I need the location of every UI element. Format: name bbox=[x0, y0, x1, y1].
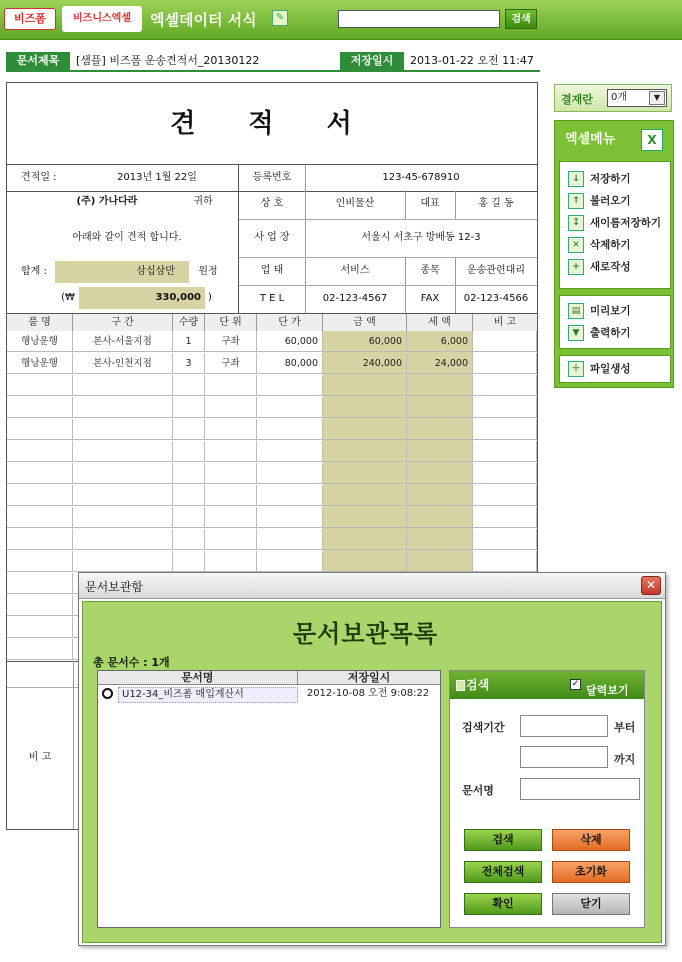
table-cell[interactable] bbox=[473, 375, 537, 396]
table-cell[interactable] bbox=[7, 375, 73, 396]
table-row[interactable] bbox=[7, 353, 537, 374]
dialog-title: 문서보관함 bbox=[85, 580, 143, 594]
docname-input[interactable] bbox=[520, 778, 640, 800]
table-row[interactable] bbox=[7, 485, 537, 506]
approval-label: 결재란 bbox=[561, 93, 593, 106]
col-header-route: 구 간 bbox=[73, 314, 173, 331]
menu-group-file bbox=[559, 161, 671, 289]
approval-selected: 0개 bbox=[611, 92, 628, 103]
list-header-date[interactable]: 저장일시 bbox=[298, 671, 440, 685]
top-bar bbox=[0, 0, 682, 40]
col-header-unit: 단 위 bbox=[205, 314, 257, 331]
search-button[interactable]: 검색 bbox=[505, 9, 537, 29]
category-label: 종목 bbox=[420, 265, 440, 276]
period-to-input[interactable] bbox=[520, 746, 608, 768]
table-cell[interactable] bbox=[407, 485, 473, 506]
save-icon: ↓ bbox=[568, 171, 584, 187]
table-cell[interactable] bbox=[7, 617, 73, 638]
estimate-date-label: 견적일 : bbox=[21, 172, 57, 183]
table-row[interactable] bbox=[7, 419, 537, 440]
menu-load[interactable]: ↑ 불러오기 bbox=[560, 190, 670, 212]
search-panel-header bbox=[450, 671, 644, 699]
table-cell[interactable] bbox=[173, 551, 205, 572]
table-cell[interactable]: 본사-서울지점 bbox=[73, 331, 173, 352]
reset-button[interactable]: 초기화 bbox=[552, 861, 630, 883]
save-as-icon: ↧ bbox=[568, 215, 584, 231]
new-document-icon: + bbox=[568, 259, 584, 275]
menu-group-create bbox=[559, 355, 671, 383]
table-cell[interactable] bbox=[7, 485, 73, 506]
table-cell[interactable] bbox=[473, 441, 537, 462]
table-row[interactable] bbox=[7, 375, 537, 396]
table-cell[interactable] bbox=[407, 397, 473, 418]
recipient[interactable]: (주) 가나다라 bbox=[76, 196, 138, 207]
list-item-date: 2012-10-08 오전 9:08:22 bbox=[306, 688, 430, 699]
table-cell[interactable]: 1 bbox=[173, 331, 205, 352]
menu-print[interactable]: ▼ 출력하기 bbox=[560, 322, 670, 344]
table-cell[interactable] bbox=[205, 441, 257, 462]
table-cell[interactable] bbox=[7, 419, 73, 440]
table-cell[interactable]: 행낭운행 bbox=[7, 353, 73, 374]
total-close: ) bbox=[208, 292, 212, 303]
create-file-icon: ＋ bbox=[568, 361, 584, 377]
table-cell[interactable] bbox=[473, 507, 537, 528]
table-cell[interactable] bbox=[473, 419, 537, 440]
table-cell[interactable] bbox=[173, 507, 205, 528]
table-cell[interactable] bbox=[257, 441, 323, 462]
to-label: 까지 bbox=[614, 753, 636, 766]
table-cell[interactable] bbox=[7, 463, 73, 484]
table-row[interactable] bbox=[7, 331, 537, 352]
col-header-amount: 금 액 bbox=[323, 314, 407, 331]
table-cell[interactable] bbox=[205, 551, 257, 572]
table-cell[interactable] bbox=[323, 375, 407, 396]
table-cell[interactable]: 24,000 bbox=[407, 353, 473, 374]
table-cell[interactable]: 구좌 bbox=[205, 331, 257, 352]
excel-sheet-icon: ✎ bbox=[272, 10, 288, 26]
save-time-value: 2013-01-22 오전 11:47 bbox=[410, 54, 534, 67]
table-cell[interactable] bbox=[323, 551, 407, 572]
total-label: 합계 : bbox=[21, 266, 47, 277]
period-label: 검색기간 bbox=[462, 721, 505, 734]
table-cell[interactable]: 3 bbox=[173, 353, 205, 374]
approval-panel bbox=[554, 84, 672, 112]
list-item-name[interactable]: U12-34_비즈폼 매입계산서 bbox=[118, 687, 298, 703]
table-cell[interactable] bbox=[473, 331, 537, 352]
address-value[interactable]: 서울시 서초구 방배동 12-3 bbox=[361, 232, 481, 243]
list-item[interactable] bbox=[98, 687, 440, 701]
table-cell[interactable] bbox=[205, 419, 257, 440]
table-cell[interactable] bbox=[257, 529, 323, 550]
estimate-date[interactable]: 2013년 1월 22일 bbox=[117, 172, 197, 183]
bizform-logo[interactable]: 비즈폼 bbox=[4, 8, 56, 30]
table-cell[interactable] bbox=[473, 529, 537, 550]
list-header-name[interactable]: 문서명 bbox=[98, 671, 298, 685]
table-cell[interactable] bbox=[7, 441, 73, 462]
open-icon: ↑ bbox=[568, 193, 584, 209]
table-cell[interactable] bbox=[7, 551, 73, 572]
table-cell[interactable] bbox=[323, 485, 407, 506]
table-cell[interactable] bbox=[205, 397, 257, 418]
table-cell[interactable]: 60,000 bbox=[257, 331, 323, 352]
table-cell[interactable] bbox=[407, 463, 473, 484]
menu-delete[interactable]: ✕ 삭제하기 bbox=[560, 234, 670, 256]
table-cell[interactable] bbox=[173, 441, 205, 462]
total-amount[interactable]: 330,000 bbox=[79, 287, 205, 309]
table-cell[interactable] bbox=[473, 463, 537, 484]
doc-title-value: [샘플] 비즈폼 운송견적서_20130122 bbox=[76, 54, 260, 67]
ceo-value[interactable]: 홍 길 동 bbox=[478, 198, 514, 209]
table-cell[interactable] bbox=[257, 551, 323, 572]
table-cell[interactable] bbox=[73, 551, 173, 572]
table-cell[interactable] bbox=[7, 595, 73, 616]
table-cell[interactable] bbox=[257, 419, 323, 440]
table-cell[interactable] bbox=[407, 441, 473, 462]
col-header-item: 품 명 bbox=[7, 314, 73, 331]
total-document-count: 총 문서수 : 1개 bbox=[93, 656, 170, 669]
company-label: 상 호 bbox=[260, 198, 284, 209]
table-cell[interactable] bbox=[473, 485, 537, 506]
trash-icon: ✕ bbox=[568, 237, 584, 253]
table-cell[interactable] bbox=[73, 529, 173, 550]
print-icon: ▼ bbox=[568, 325, 584, 341]
approval-select[interactable] bbox=[607, 89, 667, 107]
search-button[interactable]: 검색 bbox=[464, 829, 542, 851]
table-cell[interactable] bbox=[407, 507, 473, 528]
table-row[interactable] bbox=[7, 507, 537, 528]
tel-label: T E L bbox=[259, 293, 285, 304]
total-unit: 원정 bbox=[198, 266, 218, 277]
table-cell[interactable] bbox=[205, 529, 257, 550]
period-from-input[interactable] bbox=[520, 715, 608, 737]
table-cell[interactable]: 구좌 bbox=[205, 353, 257, 374]
table-cell[interactable] bbox=[407, 419, 473, 440]
search-input[interactable] bbox=[338, 10, 500, 28]
table-cell[interactable] bbox=[473, 353, 537, 374]
table-cell[interactable] bbox=[205, 375, 257, 396]
search-panel-icon bbox=[456, 680, 465, 691]
sheet-title: 견 적 서 bbox=[7, 83, 537, 165]
document-archive-dialog[interactable] bbox=[78, 572, 666, 946]
table-cell[interactable] bbox=[173, 397, 205, 418]
menu-preview[interactable]: ▤ 미리보기 bbox=[560, 300, 670, 322]
calendar-label: 달력보기 bbox=[586, 684, 629, 697]
table-row[interactable] bbox=[7, 397, 537, 418]
table-cell[interactable] bbox=[323, 397, 407, 418]
table-cell[interactable] bbox=[473, 397, 537, 418]
table-cell[interactable] bbox=[73, 419, 173, 440]
table-row[interactable] bbox=[7, 529, 537, 550]
table-cell[interactable] bbox=[73, 507, 173, 528]
search-panel-title: 검색 bbox=[466, 678, 490, 692]
col-header-tax: 세 액 bbox=[407, 314, 473, 331]
radio-button[interactable] bbox=[102, 688, 113, 699]
table-cell[interactable] bbox=[7, 397, 73, 418]
table-row[interactable] bbox=[7, 551, 537, 572]
table-cell[interactable] bbox=[173, 485, 205, 506]
table-cell[interactable] bbox=[73, 375, 173, 396]
category-value[interactable]: 운송관련대리 bbox=[467, 265, 525, 276]
table-cell[interactable]: 60,000 bbox=[323, 331, 407, 352]
table-cell[interactable] bbox=[473, 551, 537, 572]
header-divider bbox=[6, 70, 540, 72]
col-header-qty: 수량 bbox=[173, 314, 205, 331]
table-cell[interactable] bbox=[323, 507, 407, 528]
table-row[interactable] bbox=[7, 463, 537, 484]
table-cell[interactable]: 6,000 bbox=[407, 331, 473, 352]
table-cell[interactable] bbox=[257, 463, 323, 484]
table-cell[interactable] bbox=[73, 485, 173, 506]
table-cell[interactable] bbox=[73, 441, 173, 462]
table-cell[interactable] bbox=[173, 463, 205, 484]
table-cell[interactable] bbox=[73, 463, 173, 484]
doc-title-label: 문서제목 bbox=[6, 52, 70, 70]
docname-label: 문서명 bbox=[462, 784, 494, 797]
table-cell[interactable] bbox=[323, 419, 407, 440]
app-title: 엑셀데이터 서식 bbox=[150, 11, 257, 29]
close-icon[interactable]: ✕ bbox=[641, 576, 661, 595]
table-cell[interactable] bbox=[257, 485, 323, 506]
company-value[interactable]: 인비물산 bbox=[335, 198, 375, 209]
menu-save-as[interactable]: ↧ 새이름저장하기 bbox=[560, 212, 670, 234]
table-cell[interactable] bbox=[257, 507, 323, 528]
reg-no-value[interactable]: 123-45-678910 bbox=[382, 172, 460, 183]
business-label: 업 태 bbox=[260, 265, 284, 276]
recipient-suffix: 귀하 bbox=[193, 196, 213, 207]
dialog-title-bar[interactable] bbox=[79, 573, 665, 599]
table-cell[interactable] bbox=[7, 573, 73, 594]
from-label: 부터 bbox=[614, 721, 636, 734]
search-panel bbox=[449, 670, 645, 928]
document-list[interactable] bbox=[97, 670, 441, 928]
menu-group-print bbox=[559, 295, 671, 349]
total-in-words[interactable]: 삼십삼만 bbox=[55, 261, 189, 283]
table-cell[interactable] bbox=[205, 485, 257, 506]
excel-menu bbox=[554, 120, 674, 388]
menu-create-file[interactable]: ＋ 파일생성 bbox=[560, 358, 670, 380]
table-cell[interactable] bbox=[7, 529, 73, 550]
reg-no-label: 등록번호 bbox=[252, 172, 292, 183]
table-cell[interactable] bbox=[407, 551, 473, 572]
table-cell[interactable]: 행낭운행 bbox=[7, 331, 73, 352]
total-currency: (₩ bbox=[61, 292, 75, 303]
table-cell[interactable] bbox=[323, 529, 407, 550]
table-cell[interactable] bbox=[323, 441, 407, 462]
table-row[interactable] bbox=[7, 441, 537, 462]
table-cell[interactable] bbox=[205, 507, 257, 528]
remarks-label: 비 고 bbox=[28, 752, 52, 763]
dialog-body bbox=[82, 601, 662, 943]
menu-save[interactable]: ↓ 저장하기 bbox=[560, 168, 670, 190]
table-cell[interactable]: 80,000 bbox=[257, 353, 323, 374]
business-excel-logo[interactable]: 비즈니스엑셀 bbox=[62, 6, 142, 32]
col-header-price: 단 가 bbox=[257, 314, 323, 331]
table-cell[interactable] bbox=[7, 639, 73, 660]
table-cell[interactable] bbox=[205, 463, 257, 484]
confirm-button[interactable]: 확인 bbox=[464, 893, 542, 915]
dialog-heading: 문서보관목록 bbox=[293, 620, 439, 648]
close-button[interactable]: 닫기 bbox=[552, 893, 630, 915]
table-cell[interactable] bbox=[173, 529, 205, 550]
table-cell[interactable] bbox=[257, 375, 323, 396]
table-cell[interactable] bbox=[173, 375, 205, 396]
table-cell[interactable]: 본사-인천지점 bbox=[73, 353, 173, 374]
fax-value[interactable]: 02-123-4566 bbox=[463, 293, 529, 304]
ceo-label: 대표 bbox=[420, 198, 440, 209]
fax-label: FAX bbox=[420, 293, 440, 304]
table-cell[interactable] bbox=[7, 507, 73, 528]
greeting: 아래와 같이 견적 합니다. bbox=[72, 232, 182, 243]
table-cell[interactable] bbox=[407, 529, 473, 550]
save-time-label: 저장일시 bbox=[340, 52, 404, 70]
col-header-note: 비 고 bbox=[473, 314, 537, 331]
delete-button[interactable]: 삭제 bbox=[552, 829, 630, 851]
excel-icon: X bbox=[641, 129, 663, 151]
preview-icon: ▤ bbox=[568, 303, 584, 319]
excel-menu-title: 엑셀메뉴 bbox=[565, 132, 616, 147]
table-cell[interactable] bbox=[407, 375, 473, 396]
menu-new[interactable]: + 새로작성 bbox=[560, 256, 670, 278]
tel-value[interactable]: 02-123-4567 bbox=[322, 293, 388, 304]
chevron-down-icon[interactable]: ▼ bbox=[649, 91, 665, 105]
address-label: 사 업 장 bbox=[254, 232, 290, 243]
business-value[interactable]: 서비스 bbox=[340, 265, 370, 276]
table-cell[interactable]: 240,000 bbox=[323, 353, 407, 374]
table-cell[interactable] bbox=[173, 419, 205, 440]
calendar-checkbox[interactable]: ✓ bbox=[571, 679, 580, 689]
search-all-button[interactable]: 전체검색 bbox=[464, 861, 542, 883]
table-cell[interactable] bbox=[323, 463, 407, 484]
table-cell[interactable] bbox=[257, 397, 323, 418]
table-cell[interactable] bbox=[73, 397, 173, 418]
